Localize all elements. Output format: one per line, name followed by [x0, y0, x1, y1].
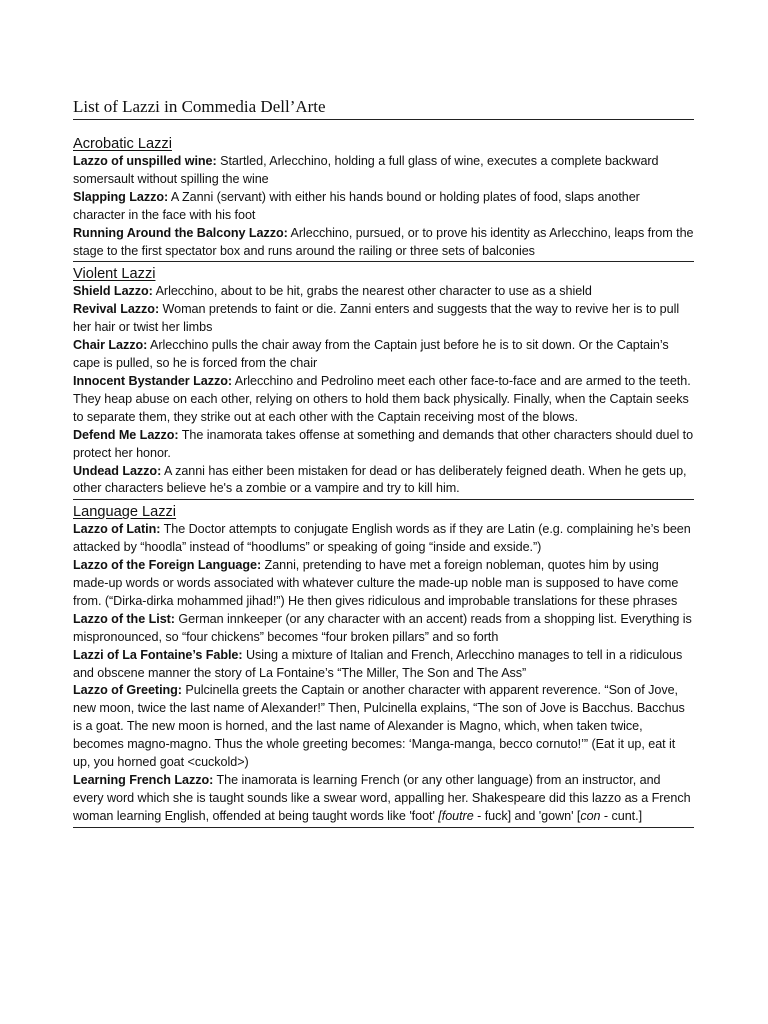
lazzo-name: Lazzo of Greeting: — [73, 683, 182, 698]
lazzo-description: Woman pretends to faint or die. Zanni enters and suggests that the way to revive her is to pull her hair or twist her limbs — [73, 302, 680, 335]
lazzo-entry — [73, 463, 694, 499]
lazzo-description: Arlecchino, pursued, or to prove his identity as Arlecchino, leaps from the stage to the first spectator box and runs around the railing or three sets of balconies — [73, 225, 694, 258]
section-body — [73, 153, 694, 262]
lazzo-name: Learning French Lazzo: — [73, 773, 214, 787]
lazzo-name: Lazzo of the List: — [73, 611, 175, 626]
lazzo-name: Shield Lazzo: — [73, 284, 153, 299]
lazzo-description: Arlecchino, about to be hit, grabs the nearest other character to use as a shield — [152, 284, 592, 299]
lazzo-entry — [73, 301, 694, 337]
lazzo-name: Lazzo of unspilled wine: — [73, 154, 217, 168]
lazzo-entry — [73, 373, 694, 427]
lazzo-description-cont: - fuck] and 'gown' [ — [473, 808, 581, 823]
lazzo-description: The Doctor attempts to conjugate English words as if they are Latin (e.g. complaining he’s been attacked by “hoodla” instead of “hoodlums” or speaking of going “inside and exside.”) — [73, 522, 691, 555]
lazzo-description: A Zanni (servant) with either his hands bound or holding plates of food, slaps another character in the face with his foot — [73, 189, 640, 222]
lazzo-entry — [73, 337, 694, 373]
lazzo-description: Startled, Arlecchino, holding a full glass of wine, executes a complete backward somersault without spilling the wine — [73, 154, 659, 186]
lazzo-italic-term: [foutre — [438, 808, 474, 823]
lazzo-name: Lazzo of Latin: — [73, 522, 161, 537]
section-violent-lazzi — [73, 262, 694, 500]
lazzo-name: Slapping Lazzo: — [73, 189, 169, 204]
document-title: List of Lazzi in Commedia Dell’Arte — [73, 96, 694, 120]
lazzo-entry — [73, 427, 694, 463]
lazzo-entry — [73, 189, 694, 225]
section-body — [73, 283, 694, 500]
lazzo-name: Lazzi of La Fontaine’s Fable: — [73, 647, 243, 662]
lazzo-description: Using a mixture of Italian and French, Arlecchino manages to tell in a ridiculous and obscene manner the story of La Fontaine’s “The Miller, The Son and The Ass” — [73, 647, 683, 680]
lazzo-entry — [73, 521, 694, 557]
lazzo-entry — [73, 153, 694, 189]
lazzo-description: German innkeeper (or any character with an accent) reads from a shopping list. Everything is mispronounced, so “four chickens” becomes “four broken pillars” and so forth — [73, 611, 692, 644]
lazzo-description: Arlecchino pulls the chair away from the Captain just before he is to sit down. Or the Captain’s cape is pulled, so he is forced from the chair — [73, 338, 669, 371]
lazzo-name: Lazzo of the Foreign Language: — [73, 558, 262, 573]
section-language-lazzi — [73, 500, 694, 827]
lazzo-entry — [73, 225, 694, 261]
section-body — [73, 521, 694, 827]
lazzo-description: Pulcinella greets the Captain or another character with apparent reverence. “Son of Jove, new moon, twice the last name of Alexander!” Then, Pulcinella explains, “The son of Jove is Bacchus. Bacchus is a goat. The new moon is horned, and the last name of Alexander is Magno, which, when taken twice, becomes magno-magno. Thus the whole greeting becomes: ‘Manga-manga, becco cornuto!’” (Eat it up, eat it up, you horned goat <cuckold>) — [73, 683, 685, 770]
lazzo-name: Innocent Bystander Lazzo: — [73, 373, 232, 388]
lazzo-description: Arlecchino and Pedrolino meet each other face-to-face and are armed to the teeth. They heap abuse on each other, relying on others to hold them back physically. Finally, when the Captain seeks to separate them, they strike out at each other with the Captain receiving most of the blows. — [73, 373, 691, 424]
lazzo-name: Revival Lazzo: — [73, 302, 160, 317]
lazzo-name: Defend Me Lazzo: — [73, 427, 179, 442]
lazzo-description: A zanni has either been mistaken for dead or has deliberately feigned death. When he gets up, other characters believe he's a zombie or a vampire and try to kill him. — [73, 463, 687, 496]
lazzo-name: Undead Lazzo: — [73, 463, 162, 478]
lazzo-description: Zanni, pretending to have met a foreign nobleman, quotes him by using made-up words or words associated with whatever culture the made-up noble man is supposed to have come from. (“Dirka-dirka mohammed jihad!”) He then gives ridiculous and improbable translations for these phrases — [73, 558, 679, 608]
lazzo-entry — [73, 647, 694, 683]
lazzo-italic-term: con — [580, 808, 601, 823]
lazzo-entry — [73, 772, 694, 826]
lazzo-entry — [73, 682, 694, 772]
lazzo-name: Running Around the Balcony Lazzo: — [73, 225, 288, 240]
section-heading: Violent Lazzi — [73, 266, 156, 283]
lazzo-entry — [73, 611, 694, 647]
lazzo-entry — [73, 283, 694, 301]
document-content — [73, 96, 694, 828]
lazzo-description: The inamorata takes offense at something and demands that other characters should duel to protect her honor. — [73, 427, 694, 460]
section-acrobatic-lazzi — [73, 120, 694, 262]
lazzo-name: Chair Lazzo: — [73, 338, 148, 353]
lazzo-description-end: - cunt.] — [600, 808, 643, 823]
lazzo-entry — [73, 557, 694, 611]
section-heading: Language Lazzi — [73, 504, 177, 521]
section-heading: Acrobatic Lazzi — [73, 136, 172, 152]
lazzo-description: The inamorata is learning French (or any other language) from an instructor, and every word which she is taught sounds like a swear word, appalling her. Shakespeare did this lazzo as a French woman learning English, offended at being taught words like 'foot' — [73, 773, 691, 823]
